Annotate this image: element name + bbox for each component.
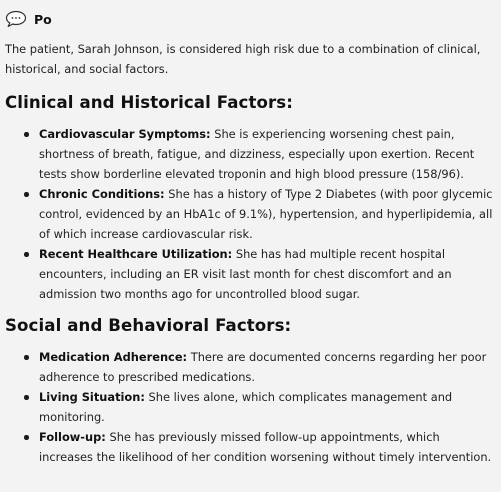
bullet-icon [24,132,29,137]
item-text: She lives alone, which complicates management and monitoring. [39,390,453,424]
item-label: Medication Adherence: [39,350,188,364]
item-text: She has previously missed follow-up appointments, which increases the likelihood of her condition worsening without timely intervention. [39,430,492,464]
item-label: Cardiovascular Symptoms: [39,127,211,141]
section-heading-social: Social and Behavioral Factors: [5,316,292,335]
clinical-factors-list [5,124,496,304]
list-item [39,184,496,244]
chat-bubble-icon [5,9,31,29]
item-label: Recent Healthcare Utilization: [39,247,233,261]
item-text: She has a history of Type 2 Diabetes (with poor glycemic control, evidenced by an HbA1c of 9.1%), hypertension, and hyperlipidemia, all of which increase cardiovascular risk. [39,187,493,241]
item-text: She has had multiple recent hospital encounters, including an ER visit last month for chest discomfort and an admission two months ago for uncontrolled blood sugar. [39,247,452,301]
list-item [39,387,496,427]
item-label: Living Situation: [39,390,145,404]
section-heading-clinical: Clinical and Historical Factors: [5,93,293,112]
list-item [39,347,496,387]
social-factors-list [5,347,496,467]
list-item [39,124,496,184]
bullet-icon [24,252,29,257]
list-item [39,427,496,467]
bullet-icon [24,395,29,400]
bullet-icon [24,192,29,197]
item-label: Chronic Conditions: [39,187,165,201]
item-text: She is experiencing worsening chest pain, shortness of breath, fatigue, and dizziness, especially upon exertion. Recent tests show borderline elevated troponin and high blood pressure (158/96). [39,127,475,181]
item-text: There are documented concerns regarding her poor adherence to prescribed medications. [39,350,487,384]
intro-paragraph: The patient, Sarah Johnson, is considered high risk due to a combination of clinical, historical, and social factors. [5,42,481,76]
message-header [5,8,496,30]
bullet-icon [24,355,29,360]
bullet-icon [24,435,29,440]
list-item [39,244,496,304]
sender-name: Po [34,11,52,27]
item-label: Follow-up: [39,430,106,444]
